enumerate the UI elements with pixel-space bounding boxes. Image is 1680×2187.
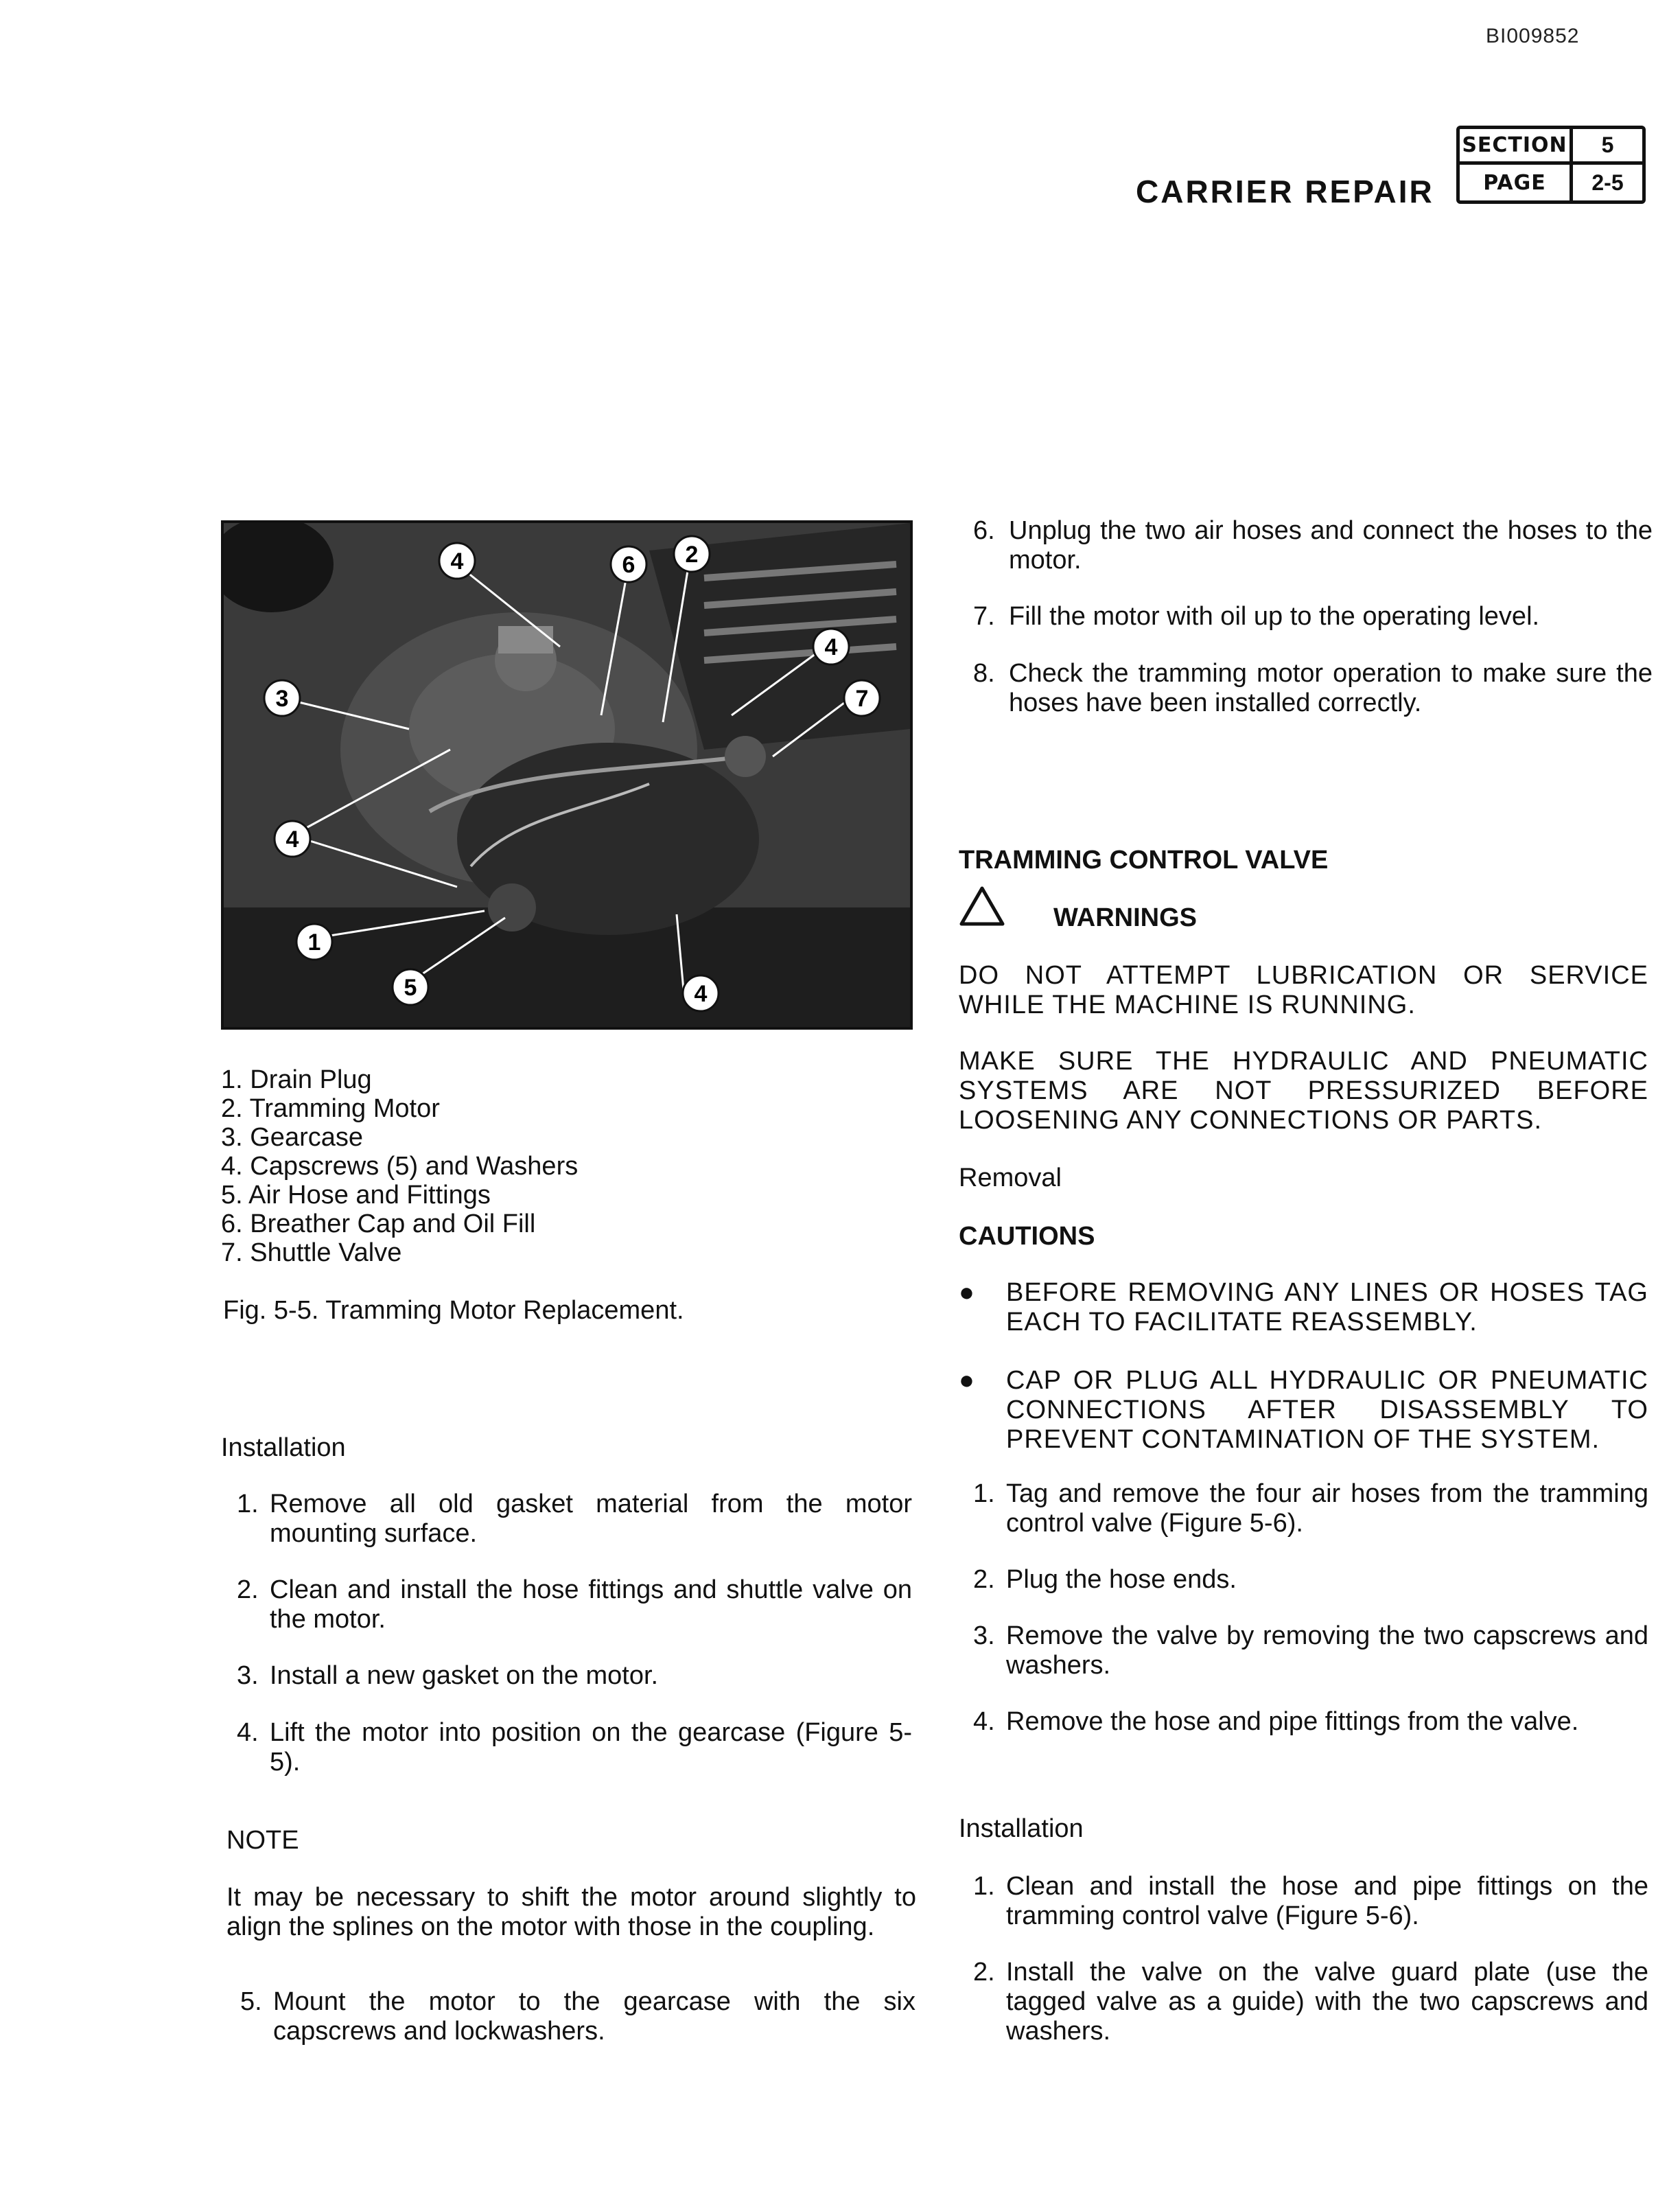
step-text: Unplug the two air hoses and connect the hoses to the motor. [1009, 516, 1653, 575]
callout-label: 5 [404, 975, 417, 1001]
caution-text: BEFORE REMOVING ANY LINES OR HOSES TAG EACH TO FACILITATE REASSEMBLY. [1006, 1278, 1648, 1336]
step-number: 4. [237, 1718, 259, 1747]
legend-item: 1. Drain Plug [221, 1065, 372, 1094]
callout-label: 6 [622, 552, 635, 578]
step-text: Install the valve on the valve guard plate (use the tagged valve as a guide) with the two capscrews and washers. [1006, 1958, 1648, 2046]
page-value: 2-5 [1591, 170, 1624, 195]
cautions-heading: CAUTIONS [959, 1222, 1095, 1251]
step-text: Clean and install the hose fittings and shuttle valve on the motor. [270, 1575, 912, 1634]
bullet-icon: ● [959, 1366, 975, 1395]
document-id: BI009852 [1486, 25, 1580, 47]
step-number: 8. [973, 659, 995, 688]
figure-legend [221, 1065, 578, 1267]
step-text: Check the tramming motor operation to make sure the hoses have been installed correctly. [1009, 659, 1653, 717]
motor-illustration [224, 523, 910, 1027]
step-text: Mount the motor to the gearcase with the six capscrews and lockwashers. [273, 1987, 915, 2046]
callout-7 [844, 680, 880, 716]
callout-4c [275, 821, 310, 857]
callout-label: 4 [824, 634, 838, 660]
figure-caption: Fig. 5-5. Tramming Motor Replacement. [223, 1296, 684, 1325]
warnings-heading: WARNINGS [1053, 903, 1197, 932]
step-number: 2. [237, 1575, 259, 1604]
step-text: Clean and install the hose and pipe fittings on the tramming control valve (Figure 5-6). [1006, 1872, 1648, 1930]
step-text: Tag and remove the four air hoses from the tramming control valve (Figure 5-6). [1006, 1479, 1648, 1538]
callout-4d [683, 975, 719, 1011]
step-number: 4. [973, 1707, 995, 1736]
step-text: Fill the motor with oil up to the operating level. [1009, 602, 1540, 631]
callout-label: 7 [855, 686, 869, 712]
callout-4b [813, 629, 849, 664]
step-number: 2. [973, 1958, 995, 1987]
step-number: 7. [973, 602, 995, 631]
caution-text: CAP OR PLUG ALL HYDRAULIC OR PNEUMATIC CONNECTIONS AFTER DISASSEMBLY TO PREVENT CONTAMINATION OF THE SYSTEM. [1006, 1366, 1648, 1454]
section-heading: TRAMMING CONTROL VALVE [959, 846, 1329, 875]
section-value: 5 [1573, 129, 1642, 165]
section-page-box [1456, 126, 1646, 204]
warning-text: MAKE SURE THE HYDRAULIC AND PNEUMATIC SYSTEMS ARE NOT PRESSURIZED BEFORE LOOSENING ANY CONNECTIONS OR PARTS. [959, 1047, 1648, 1135]
legend-item: 4. Capscrews (5) and Washers [221, 1152, 579, 1181]
callout-4a [439, 543, 475, 579]
note-heading: NOTE [226, 1826, 299, 1855]
callout-label: 1 [307, 929, 321, 956]
callout-1 [296, 924, 332, 960]
step-text: Remove the valve by removing the two capscrews and washers. [1006, 1621, 1648, 1680]
installation-heading: Installation [221, 1433, 346, 1462]
step-number: 3. [973, 1621, 995, 1650]
legend-item: 2. Tramming Motor [221, 1094, 440, 1123]
callout-label: 4 [285, 826, 299, 853]
callout-2 [674, 536, 710, 572]
step-number: 1. [237, 1490, 259, 1518]
step-text: Remove all old gasket material from the motor mounting surface. [270, 1490, 912, 1548]
legend-item: 6. Breather Cap and Oil Fill [221, 1210, 536, 1238]
warning-text: DO NOT ATTEMPT LUBRICATION OR SERVICE WHILE THE MACHINE IS RUNNING. [959, 961, 1648, 1019]
step-number: 1. [973, 1872, 995, 1901]
bullet-icon: ● [959, 1278, 975, 1307]
page-title: CARRIER REPAIR [1136, 174, 1434, 209]
legend-item: 3. Gearcase [221, 1123, 363, 1152]
callout-label: 2 [685, 542, 699, 568]
callout-label: 4 [694, 981, 708, 1007]
step-number: 2. [973, 1565, 995, 1594]
callout-5 [393, 969, 428, 1005]
step-text: Lift the motor into position on the gearcase (Figure 5-5). [270, 1718, 912, 1777]
page-label: PAGE [1460, 165, 1573, 200]
step-number: 1. [973, 1479, 995, 1508]
legend-item: 7. Shuttle Valve [221, 1238, 402, 1267]
installation-heading: Installation [959, 1814, 1084, 1843]
callout-3 [264, 680, 300, 716]
callout-label: 4 [450, 548, 464, 575]
section-label: SECTION [1460, 129, 1573, 165]
step-number: 3. [237, 1661, 259, 1690]
step-number: 6. [973, 516, 995, 545]
step-text: Install a new gasket on the motor. [270, 1661, 659, 1690]
tramming-motor-photo [221, 520, 913, 1030]
removal-heading: Removal [959, 1164, 1062, 1192]
note-text: It may be necessary to shift the motor around slightly to align the splines on the motor with those in the coupling. [226, 1883, 916, 1941]
callout-label: 3 [275, 686, 289, 712]
step-text: Plug the hose ends. [1006, 1565, 1237, 1594]
step-number: 5. [240, 1987, 262, 2016]
callout-6 [611, 546, 646, 582]
step-text: Remove the hose and pipe fittings from the valve. [1006, 1707, 1579, 1736]
warning-triangle-icon [959, 886, 1005, 927]
legend-item: 5. Air Hose and Fittings [221, 1181, 491, 1210]
